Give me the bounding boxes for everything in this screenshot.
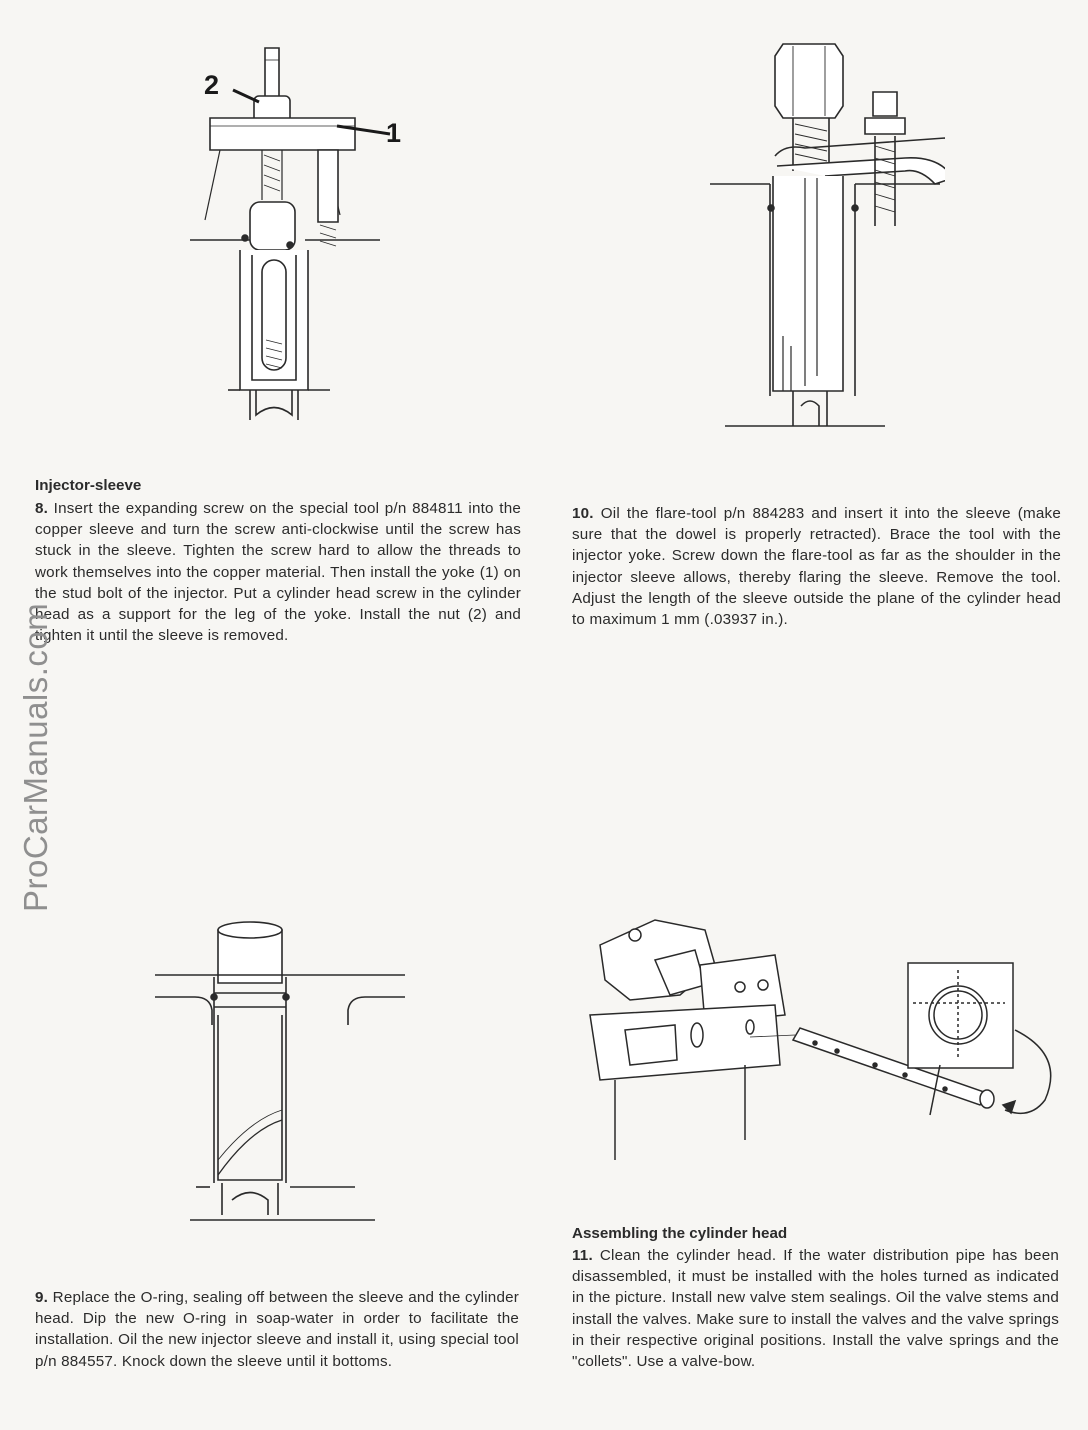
figure-flare-tool	[705, 36, 945, 436]
step-10-number: 10.	[572, 505, 594, 522]
figure-new-sleeve	[150, 915, 415, 1233]
step-11-number: 11.	[572, 1247, 593, 1264]
step-11-text: Clean the cylinder head. If the water distribution pipe has been disassembled, it must be installed with the holes turned as indicated in the picture. Install new valve stem sealings. Oil the valve stems and install the valves. Make sure to install the valves and the valve springs in their respective original positions. Install the valve springs and the "collets". Use a valve-bow.	[572, 1247, 1059, 1371]
step-11-paragraph	[572, 1245, 1059, 1372]
step-8-paragraph	[35, 498, 521, 646]
heading-assembling-cylinder-head: Assembling the cylinder head	[572, 1225, 788, 1242]
callout-leaders	[225, 80, 395, 150]
watermark: ProCarManuals.com	[17, 602, 54, 912]
heading-injector-sleeve: Injector-sleeve	[35, 477, 142, 494]
step-8-text: Insert the expanding screw on the special tool p/n 884811 into the copper sleeve and turn the screw anti-clockwise until the screw has stuck in the sleeve. Tighten the screw hard to allow the threads to work themselves into the copper material. Then install the yoke (1) on the stud bolt of the injector. Put a cylinder head screw in the cylinder head as a support for the leg of the yoke. Install the nut (2) and tighten it until the sleeve is removed.	[35, 500, 522, 645]
figure-water-pipe	[575, 905, 1060, 1165]
step-9-text: Replace the O-ring, sealing off between the sleeve and the cylinder head. Dip the new O-ring in soap-water in order to facilitate the installation. Oil the new injector sleeve and install it, using special tool p/n 884557. Knock down the sleeve until it bottoms.	[35, 1289, 519, 1370]
callout-1: 1	[386, 118, 402, 148]
step-10-text: Oil the flare-tool p/n 884283 and insert it into the sleeve (make sure that the dowel is properly retracted). Brace the tool with the injector yoke. Screw down the flare-tool as far as the shoulder in the injector sleeve allows, thereby flaring the sleeve. Remove the tool. Adjust the length of the sleeve outside the plane of the cylinder head to maximum 1 mm (.03937 in.).	[572, 505, 1061, 629]
step-10-paragraph	[572, 503, 1061, 630]
step-9-number: 9.	[35, 1289, 49, 1306]
step-9-paragraph	[35, 1287, 519, 1372]
step-8-number: 8.	[35, 500, 49, 517]
callout-2: 2	[204, 70, 220, 100]
